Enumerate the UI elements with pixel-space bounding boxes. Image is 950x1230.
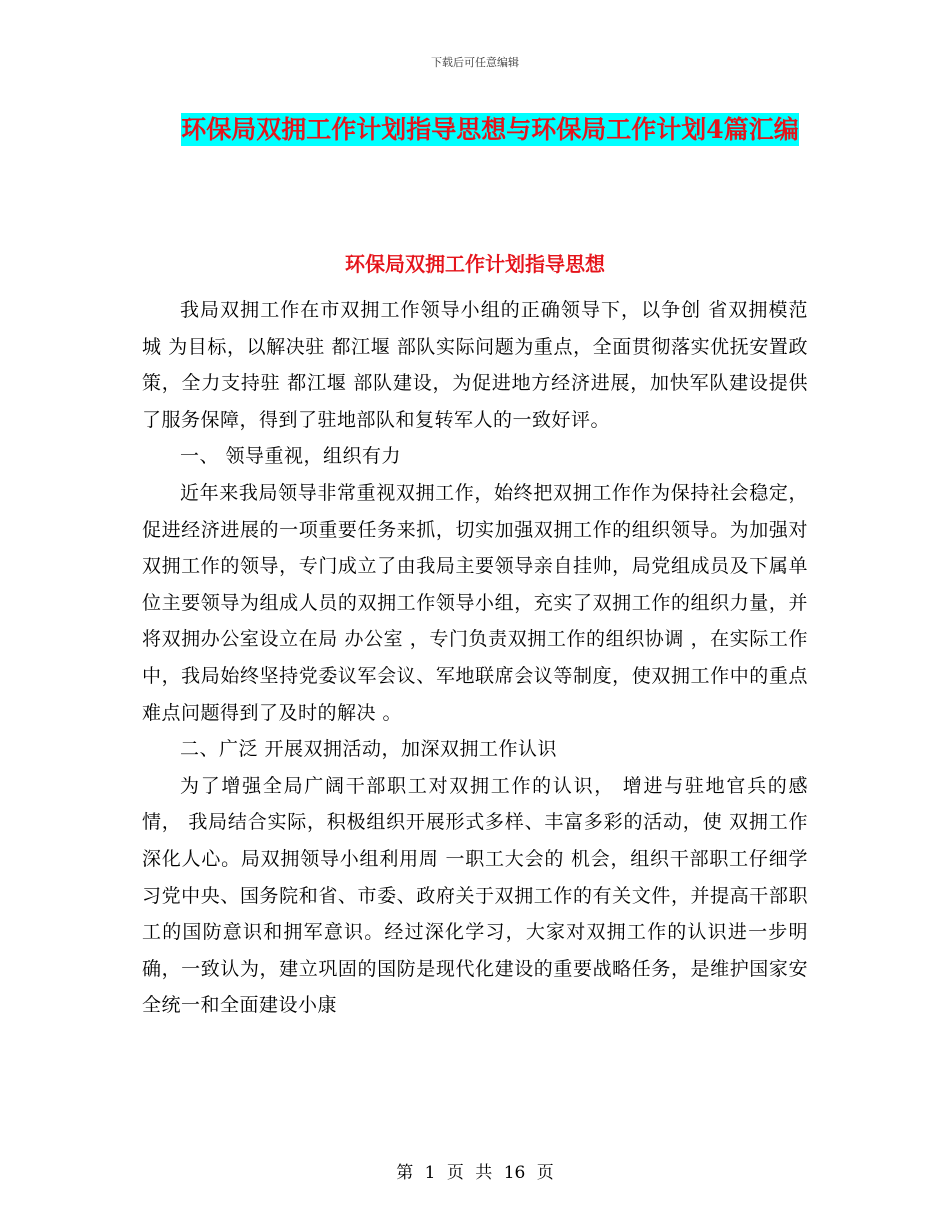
section-title: 环保局双拥工作计划指导思想 — [345, 252, 605, 276]
paragraph-section-1: 近年来我局领导非常重视双拥工作，始终把双拥工作作为保持社会稳定，促进经济进展的一项重要任务来抓，切实加强双拥工作的组织领导。为加强对双拥工作的领导，专门成立了由我局主要领导亲自挂帅，局党组成员及下属单位主要领导为组成人员的双拥工作领导小组，充实了双拥工作的组织力量，并将双拥办公室设立在局 办公室 ，专门负责双拥工作的组织协调 ，在实际工作中，我局始终坚持党委议军会议、军地联席会议等制度，使双拥工作中的重点难点问题得到了及时的解决 。 — [142, 481, 808, 724]
main-title — [170, 108, 810, 152]
page-number-footer: 第 1 页 共 16 页 — [396, 1163, 554, 1183]
document-body — [142, 292, 808, 1024]
header-note: 下载后可任意编辑 — [431, 56, 519, 69]
paragraph-section-2: 为了增强全局广阔干部职工对双拥工作的认识， 增进与驻地官兵的感情， 我局结合实际，积极组织开展形式多样、丰富多彩的活动，使 双拥工作 深化人心。局双拥领导小组利用周 一职工大会的 机会，组织干部职工仔细学习党中央、国务院和省、市委、政府关于双拥工作的有关文件，并提高干部职工的国防意识和拥军意识。经过深化学习，大家对双拥工作的认识进一步明确，一致认为，建立巩固的国防是现代化建设的重要战略任务，是维护国家安全统一和全面建设小康 — [142, 774, 808, 1017]
heading-section-1: 一、 领导重视，组织有力 — [180, 445, 402, 468]
heading-section-2: 二、广泛 开展双拥活动，加深双拥工作认识 — [180, 738, 558, 761]
paragraph-intro: 我局双拥工作在市双拥工作领导小组的正确领导下，以争创 省双拥模范城 为目标，以解决驻 都江堰 部队实际问题为重点，全面贯彻落实优抚安置政策，全力支持驻 都江堰 部队建设，为促进地方经济进展，加快军队建设提供了服务保障，得到了驻地部队和复转军人的一致好评。 — [142, 299, 808, 431]
main-title-text: 环保局双拥工作计划指导思想与环保局工作计划4篇汇编 — [181, 115, 799, 144]
